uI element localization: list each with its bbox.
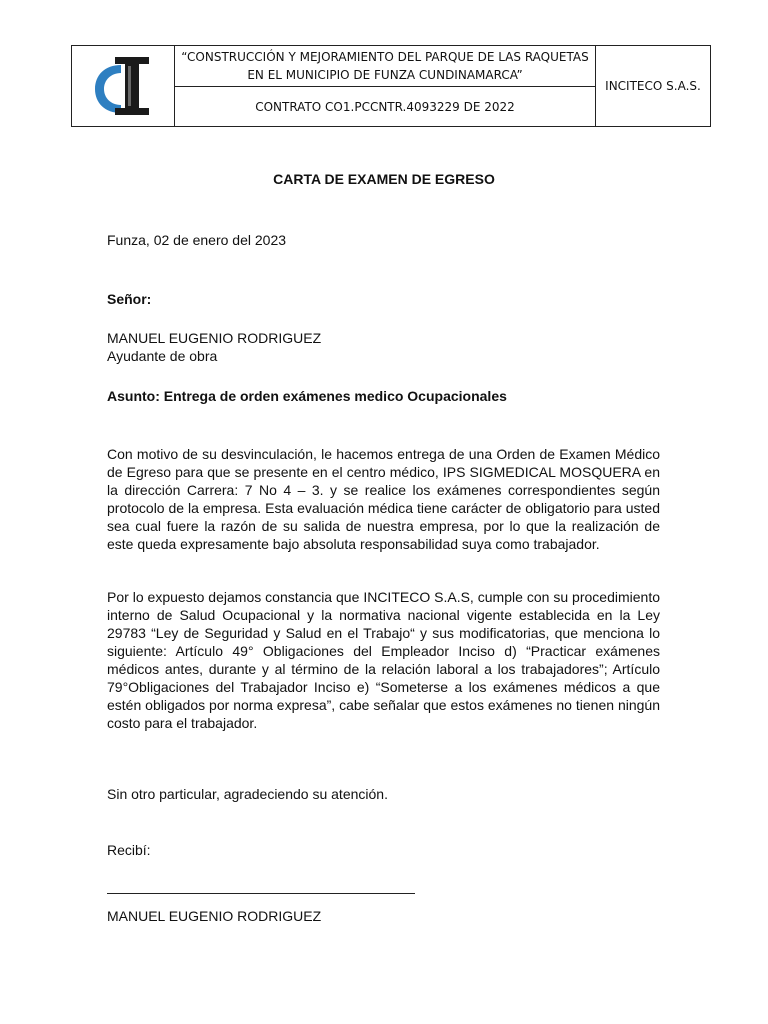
signature-name: MANUEL EUGENIO RODRIGUEZ (107, 908, 322, 924)
company-name: INCITECO S.A.S. (596, 46, 711, 127)
signature-line (107, 893, 415, 894)
recipient-role: Ayudante de obra (107, 348, 218, 364)
closing-line: Sin otro particular, agradeciendo su atención. (107, 786, 388, 802)
received-label: Recibí: (107, 842, 151, 858)
logo-cell (72, 46, 175, 127)
contract-number: CONTRATO CO1.PCCNTR.4093229 DE 2022 (175, 87, 596, 127)
company-logo-icon (91, 53, 155, 119)
paragraph-2: Por lo expuesto dejamos constancia que INCITECO S.A.S, cumple con su procedimiento interno de Salud Ocupacional y la normativa nacional vigente establecida en la Ley 29783 “Ley de Seguridad y Salud en el Trabajo“ y sus modificatorias, que menciona lo siguiente: Artículo 49° Obligaciones del Empleador Inciso d) “Practicar exámenes médicos antes, durante y al término de la relación laboral a los trabajadores”; Artículo 79°Obligaciones del Trabajador Inciso e) “Someterse a los exámenes médicos a que estén obligados por norma expresa”, cabe señalar que estos exámenes no tienen ningún costo para el trabajador. (107, 589, 660, 731)
document-header (71, 45, 711, 127)
place-date: Funza, 02 de enero del 2023 (107, 232, 287, 248)
recipient-name: MANUEL EUGENIO RODRIGUEZ (107, 330, 322, 346)
letter-title: CARTA DE EXAMEN DE EGRESO (273, 171, 495, 187)
subject-line: Asunto: Entrega de orden exámenes medico Ocupacionales (107, 388, 507, 404)
project-title: “CONSTRUCCIÓN Y MEJORAMIENTO DEL PARQUE DE LAS RAQUETAS EN EL MUNICIPIO DE FUNZA CUNDINAMARCA” (175, 46, 596, 87)
salutation: Señor: (107, 291, 152, 307)
paragraph-1: Con motivo de su desvinculación, le hacemos entrega de una Orden de Examen Médico de Egreso para que se presente en el centro médico, IPS SIGMEDICAL MOSQUERA en la dirección Carrera: 7 No 4 – 3. y se realice los exámenes correspondientes según protocolo de la empresa. Esta evaluación médica tiene carácter de obligatorio para usted sea cual fuere la razón de su salida de nuestra empresa, por lo que la realización de este queda expresamente bajo absoluta responsabilidad suya como trabajador. (107, 446, 660, 552)
